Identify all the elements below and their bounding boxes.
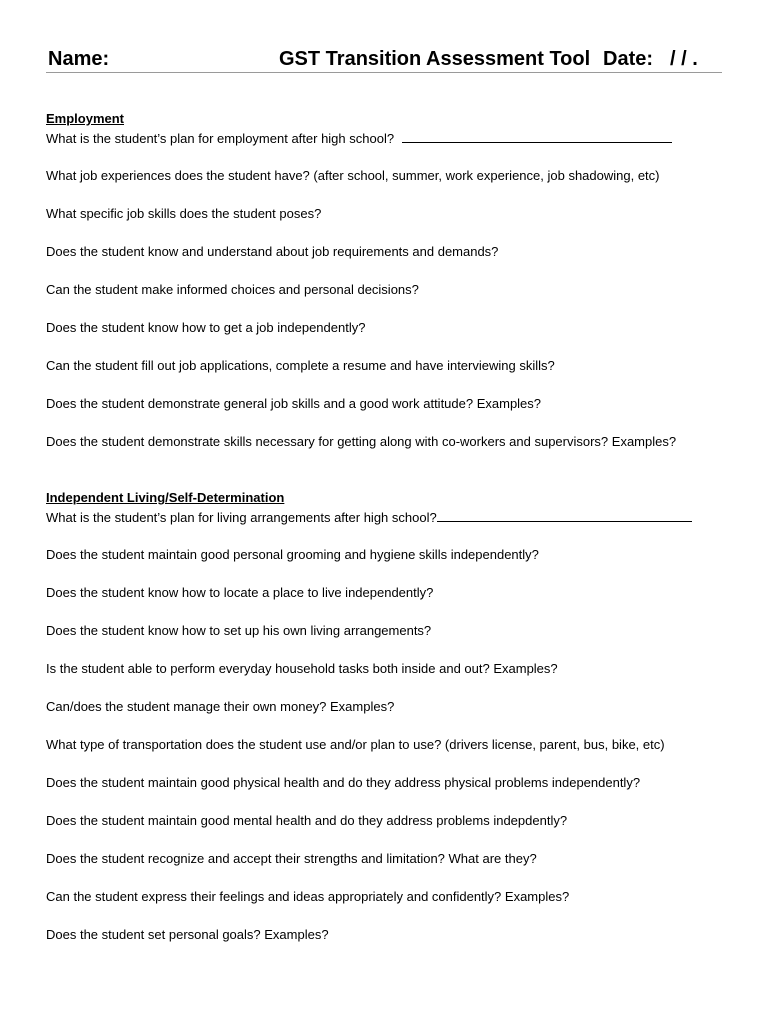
question-text: Does the student know and understand about job requirements and demands? — [46, 244, 499, 259]
question-text: Does the student maintain good physical health and do they address physical problems independently? — [46, 775, 641, 790]
question-text: What specific job skills does the student poses? — [46, 206, 322, 221]
question-text: What job experiences does the student have? (after school, summer, work experience, job shadowing, etc) — [46, 168, 660, 183]
question-text: Does the student know how to locate a place to live independently? — [46, 585, 434, 600]
document-title: GST Transition Assessment Tool — [279, 48, 591, 70]
question-text: Can the student make informed choices and personal decisions? — [46, 282, 419, 297]
independent-living-heading: Independent Living/Self-Determination — [46, 490, 285, 505]
question-text: What type of transportation does the student use and/or plan to use? (drivers license, parent, bus, bike, etc) — [46, 737, 665, 752]
question-text: Does the student set personal goals? Examples? — [46, 927, 329, 942]
answer-line[interactable] — [402, 130, 672, 143]
name-label: Name: — [48, 48, 110, 70]
question-employment-plan — [46, 130, 672, 147]
question-text: What is the student’s plan for employment after high school? — [46, 131, 395, 146]
question-text: Is the student able to perform everyday household tasks both inside and out? Examples? — [46, 661, 558, 676]
question-text: What is the student’s plan for living arrangements after high school? — [46, 510, 437, 525]
date-label: Date: — [603, 48, 654, 70]
question-text: Does the student maintain good mental health and do they address problems indepdently? — [46, 813, 568, 828]
question-text: Can/does the student manage their own money? Examples? — [46, 699, 395, 714]
document-header — [46, 46, 722, 73]
question-text: Does the student know how to get a job independently? — [46, 320, 366, 335]
question-text: Can the student express their feelings and ideas appropriately and confidently? Examples? — [46, 889, 570, 904]
question-text: Does the student know how to set up his own living arrangements? — [46, 623, 432, 638]
question-text: Can the student fill out job applications, complete a resume and have interviewing skills? — [46, 358, 555, 373]
answer-line[interactable] — [437, 509, 692, 522]
question-text: Does the student demonstrate general job skills and a good work attitude? Examples? — [46, 396, 542, 411]
date-value: / / . — [670, 48, 698, 70]
employment-heading: Employment — [46, 111, 125, 126]
question-text: Does the student maintain good personal grooming and hygiene skills independently? — [46, 547, 539, 562]
question-living-plan — [46, 509, 692, 526]
question-text: Does the student demonstrate skills necessary for getting along with co-workers and supervisors? Examples? — [46, 434, 677, 449]
question-text: Does the student recognize and accept their strengths and limitation? What are they? — [46, 851, 537, 866]
